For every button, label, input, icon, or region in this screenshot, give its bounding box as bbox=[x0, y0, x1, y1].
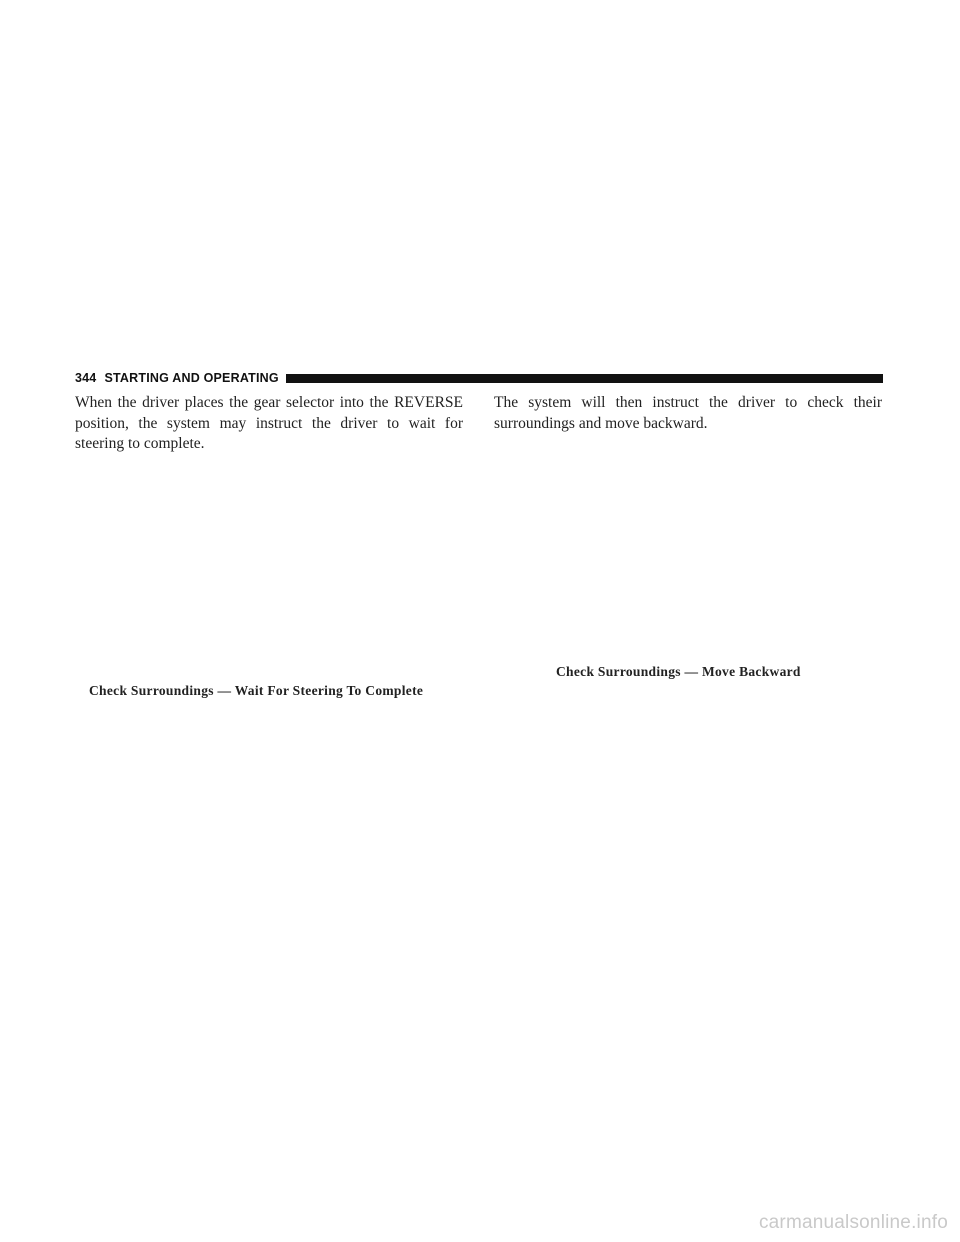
left-figure bbox=[75, 460, 463, 675]
page-header bbox=[75, 370, 883, 386]
left-paragraph: When the driver places the gear selector into the REVERSE position, the system may instruct the driver to wait for steering to complete. bbox=[75, 394, 463, 452]
right-paragraph: The system will then instruct the driver to check their surroundings and move backward. bbox=[494, 394, 882, 432]
left-figure-caption: Check Surroundings — Wait For Steering To Complete bbox=[89, 683, 424, 698]
section-title: STARTING AND OPERATING bbox=[104, 371, 279, 385]
page-number: 344 bbox=[75, 371, 97, 385]
header-rule bbox=[286, 374, 883, 383]
watermark: carmanualsonline.info bbox=[758, 1212, 948, 1233]
right-figure bbox=[494, 440, 882, 660]
right-figure-caption: Check Surroundings — Move Backward bbox=[556, 664, 801, 679]
